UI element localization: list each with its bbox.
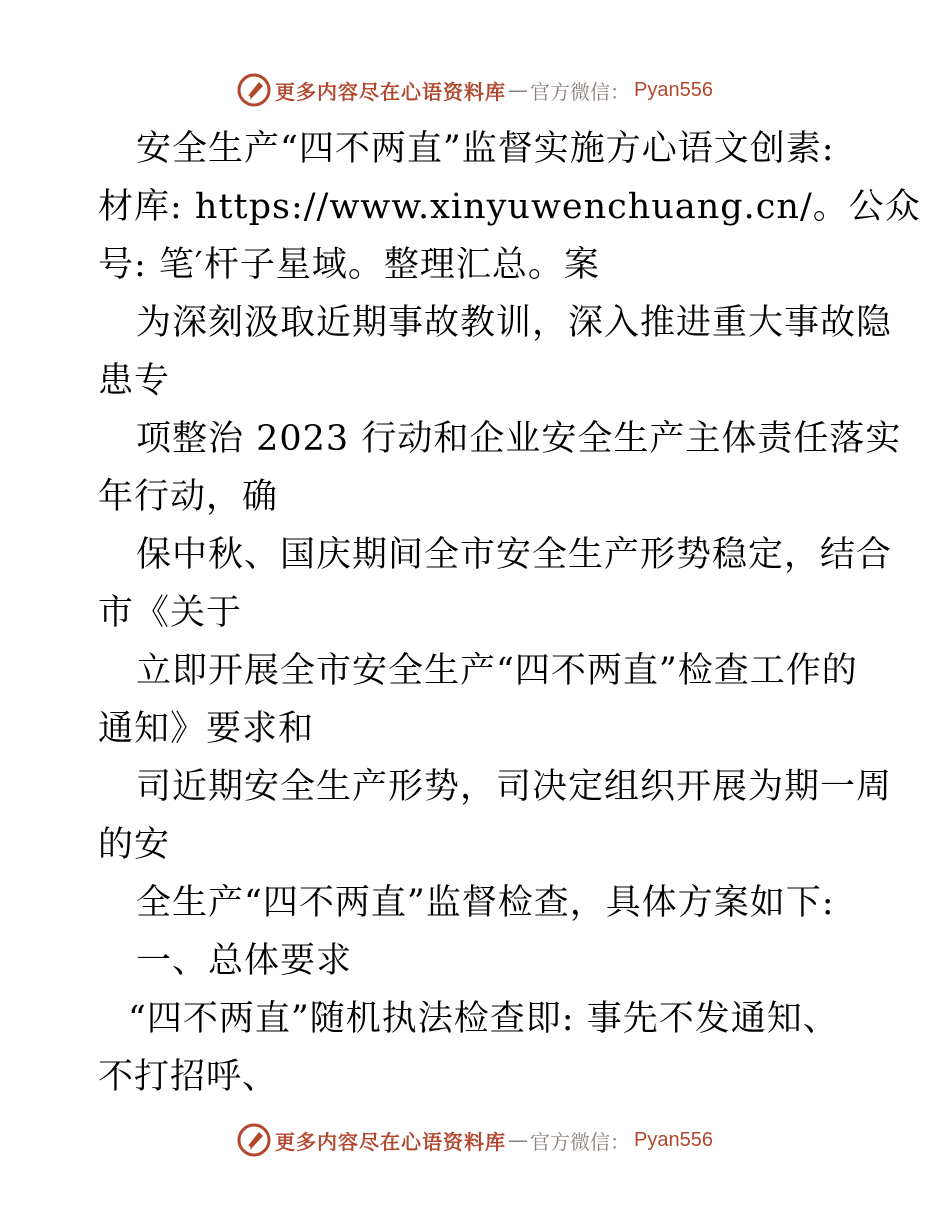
text-line: 号: 笔′杆子星域。整理汇总。案 — [98, 245, 600, 285]
wechat-account: Pyan556 — [634, 1128, 713, 1151]
brand-text: 更多内容尽在心语资料库 — [275, 1129, 507, 1154]
text-line: 项整治 2023 行动和企业安全生产主体责任落实 — [136, 419, 902, 459]
text-line: 患专 — [98, 361, 171, 401]
text-line: 安全生产“四不两直”监督实施方心语文创素: — [136, 129, 835, 169]
separator: — — [508, 78, 529, 102]
text-line: 司近期安全生产形势，司决定组织开展为期一周 — [136, 767, 893, 807]
pen-nib-logo-icon — [237, 73, 271, 107]
text-line: 全生产“四不两直”监督检查，具体方案如下: — [136, 883, 835, 923]
text-line: 的安 — [98, 825, 171, 865]
text-line: 年行动，确 — [98, 477, 279, 517]
text-line: 通知》要求和 — [98, 709, 315, 749]
text-line: 不打招呼、 — [98, 1057, 279, 1097]
text-line: 为深刻汲取近期事故教训，深入推进重大事故隐 — [136, 303, 893, 343]
text-line: 材库: https://www.xinyuwenchuang.cn/。公众 — [98, 187, 921, 227]
text-line: 市《关于 — [98, 593, 243, 633]
header-watermark-banner — [0, 70, 950, 110]
pen-nib-logo-icon — [237, 1123, 271, 1157]
text-line: 立即开展全市安全生产“四不两直”检查工作的 — [136, 651, 858, 691]
separator: — — [508, 1128, 529, 1152]
wechat-label: 官方微信： — [530, 1129, 631, 1154]
section-heading: 一、总体要求 — [136, 941, 353, 981]
text-line: “四不两直”随机执法检查即: 事先不发通知、 — [128, 999, 839, 1039]
wechat-account: Pyan556 — [634, 78, 713, 101]
brand-text: 更多内容尽在心语资料库 — [275, 79, 507, 104]
text-line: 保中秋、国庆期间全市安全生产形势稳定，结合 — [136, 535, 893, 575]
footer-watermark-banner — [0, 1120, 950, 1160]
document-body — [98, 120, 921, 1106]
wechat-label: 官方微信： — [530, 79, 631, 104]
